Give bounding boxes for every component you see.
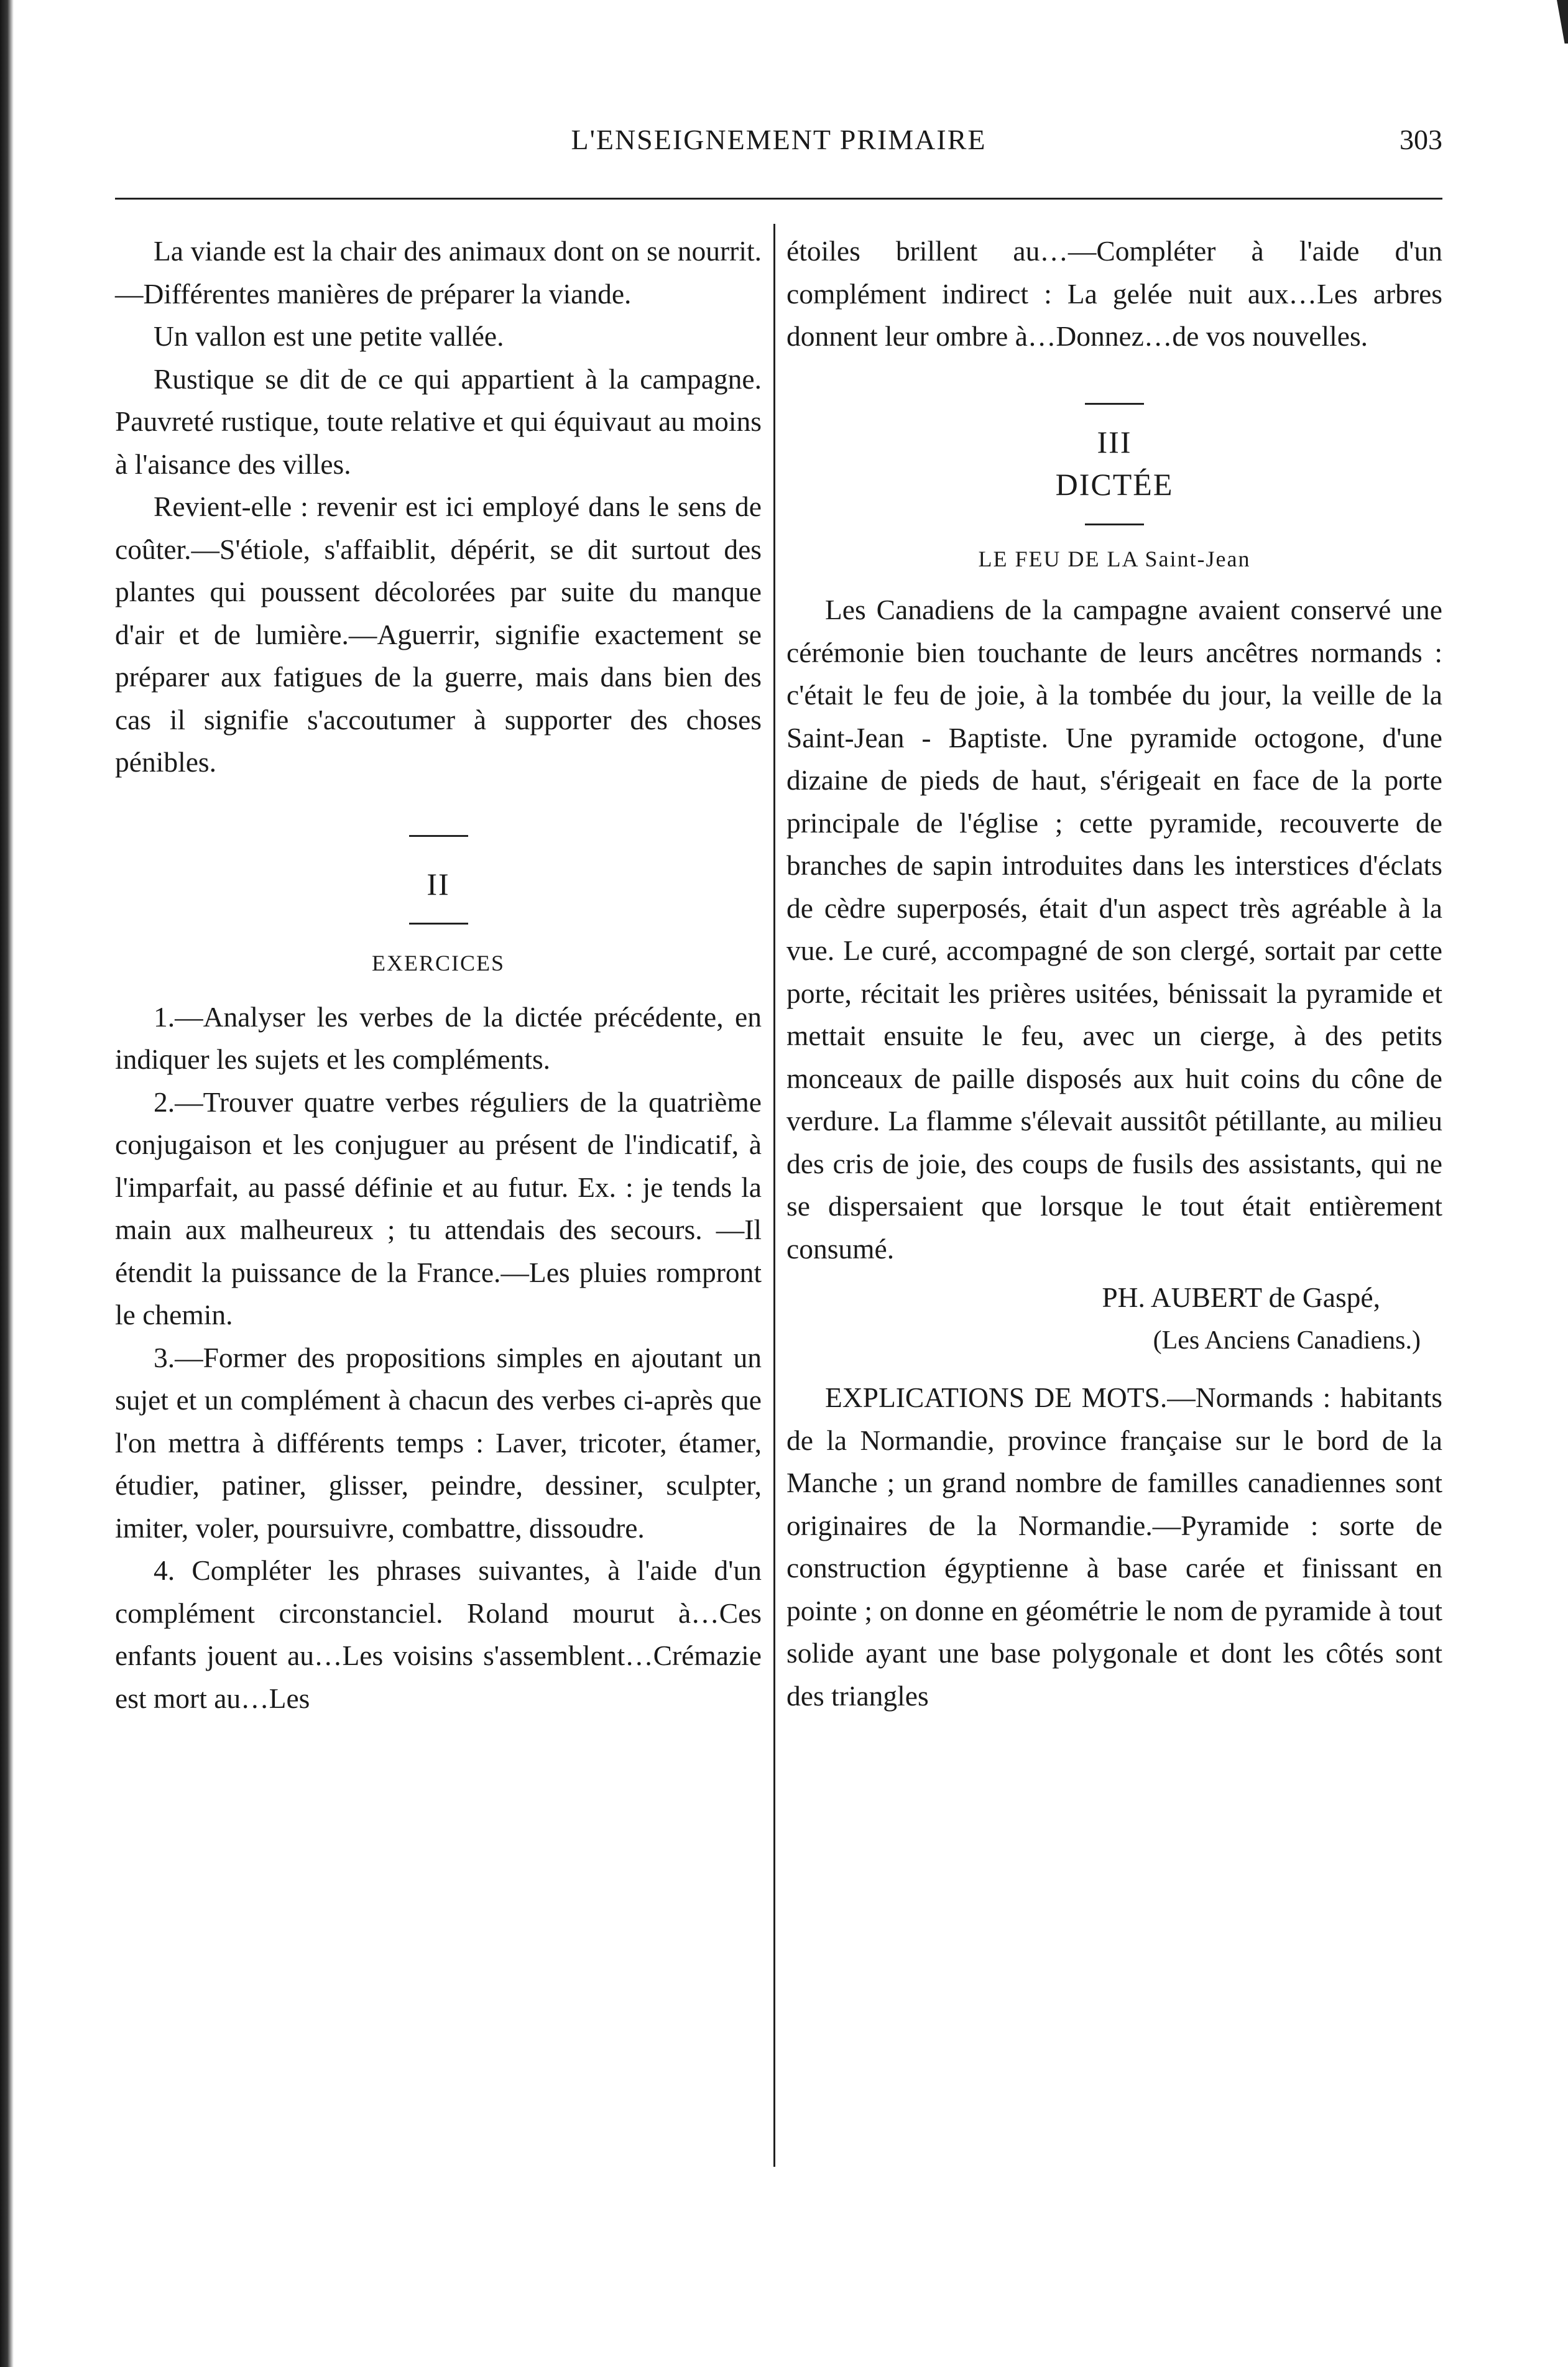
vocab-paragraph: Rustique se dit de ce qui appartient à la campagne. Pauvreté rustique, toute relative et qui équivaut au moins à l'aisance des villes.: [115, 362, 762, 480]
source-citation: (Les Anciens Canadiens.): [1153, 1326, 1421, 1355]
page-binding-edge: [0, 0, 14, 2367]
vocab-paragraph: Revient-elle : revenir est ici employé dans le sens de coûter.—S'étiole, s'affaiblit, dépérit, se dit surtout des plantes qui poussent décolorées par suite du manque d'air et de lumière.—Aguerrir, signifie exactement se préparer aux fatigues de la guerre, mais dans bien des cas il signifie s'accoutumer à supporter des choses pénibles.: [115, 491, 762, 778]
header-rule: [115, 198, 1442, 200]
left-column: [115, 230, 762, 1720]
running-header: [115, 123, 1442, 177]
explanations-paragraph: EXPLICATIONS DE MOTS.—Normands : habitants de la Normandie, province française sur le bord de la Manche ; un grand nombre de familles canadiennes sont originaires de la Normandie.—Pyramide : sorte de construction égyptienne à base carée et finissant en pointe ; on donne en géométrie le nom de pyramide à tout solide ayant une base polygonale et dont les côtés sont des triangles: [786, 1382, 1442, 1712]
section-number: III: [1097, 424, 1132, 459]
section-title: EXERCICES: [371, 951, 505, 976]
journal-title: L'ENSEIGNEMENT PRIMAIRE: [571, 124, 987, 155]
page-corner-shadow: [1557, 0, 1568, 44]
author-signature: PH. AUBERT de Gaspé,: [1102, 1281, 1380, 1313]
continuation-paragraph: étoiles brillent au…—Compléter à l'aide d'un complément indirect : La gelée nuit aux…Les arbres donnent leur ombre à…Donnez…de vos nouvelles.: [786, 235, 1442, 352]
vocab-paragraph: Un vallon est une petite vallée.: [154, 320, 504, 352]
dictation-title: LE FEU DE LA Saint-Jean: [978, 546, 1251, 571]
exercise-item: 4. Compléter les phrases suivantes, à l'aide d'un complément circonstanciel. Roland mourut à…Ces enfants jouent au…Les voisins s'assemblent…Crémazie est mort au…Les: [115, 1554, 762, 1714]
column-divider: [773, 224, 775, 2167]
section-title: DICTÉE: [1055, 467, 1174, 502]
section-number: II: [427, 866, 450, 902]
exercise-item: 1.—Analyser les verbes de la dictée précédente, en indiquer les sujets et les compléments.: [115, 1000, 762, 1075]
page-number: 303: [1400, 124, 1442, 155]
dictation-text: Les Canadiens de la campagne avaient conservé une cérémonie bien touchante de leurs ancêtres normands : c'était le feu de joie, à la tombée du jour, la veille de la Saint-Jean - Baptiste. Une pyramide octogone, d'une dizaine de pieds de haut, s'érigeait en face de la porte principale de l'église ; cette pyramide, recouverte de branches de sapin introduites dans les interstices d'éclats de cèdre superposés, était d'un aspect très agréable à la vue. Le curé, accompagné de son clergé, sortait par cette porte, récitait les prières usitées, bénissait la pyramide et mettait ensuite le feu, avec un cierge, à des petits monceaux de paille disposés aux huit coins du cône de verdure. La flamme s'élevait aussitôt pétillante, au milieu des cris de joie, des coups de fusils des assistants, qui ne se dispersaient que lorsque le tout était entièrement consumé.: [786, 594, 1442, 1265]
vocab-paragraph: La viande est la chair des animaux dont on se nourrit.—Différentes manières de préparer la viande.: [115, 235, 762, 310]
exercise-item: 2.—Trouver quatre verbes réguliers de la quatrième conjugaison et les conjuguer au présent de l'indicatif, à l'imparfait, au passé définie et au futur. Ex. : je tends la main aux malheureux ; tu attendais des secours. —Il étendit la puissance de la France.—Les pluies rompront le chemin.: [115, 1086, 762, 1331]
right-column: [786, 230, 1442, 1717]
exercise-item: 3.—Former des propositions simples en ajoutant un sujet et un complément à chacun des verbes ci-après que l'on mettra à différents temps : Laver, tricoter, étamer, étudier, patiner, glisser, peindre, dessiner, sculpter, imiter, voler, poursuivre, combattre, dissoudre.: [115, 1341, 762, 1544]
